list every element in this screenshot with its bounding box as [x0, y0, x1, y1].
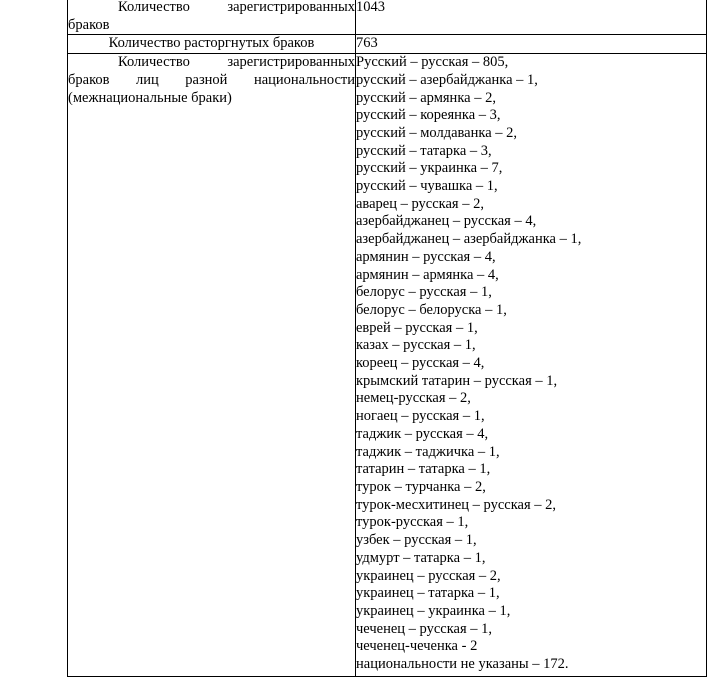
nationality-pair-item: русский – кореянка – 3,	[356, 107, 501, 124]
nationality-pair-item: украинец – татарка – 1,	[356, 585, 500, 602]
nationality-pair-item: немец-русская – 2,	[356, 390, 471, 407]
nationality-pair-item: казах – русская – 1,	[356, 337, 476, 354]
nationality-pair-item: таджик – таджичка – 1,	[356, 443, 500, 460]
nationality-pair-item: белорус – русская – 1,	[356, 284, 492, 301]
table-row-divorces	[68, 35, 707, 54]
divorces-label: Количество расторгнутых браков	[108, 35, 315, 52]
nationality-pair-item: таджик – русская – 4,	[356, 425, 489, 442]
nationality-pair-item: национальности не указаны – 172.	[356, 656, 569, 673]
nationality-pair-item: кореец – русская – 4,	[356, 355, 485, 372]
nationality-pair-item: русский – молдаванка – 2,	[356, 124, 518, 141]
nationality-pair-item: армянин – русская – 4,	[356, 248, 496, 265]
table-cell-label	[68, 35, 356, 54]
nationality-pair-item: армянин – армянка – 4,	[356, 266, 499, 283]
nationality-pair-item: чеченец-чеченка - 2	[356, 638, 478, 655]
nationality-pair-item: русский – азербайджанка – 1,	[356, 71, 538, 88]
nationality-pair-item: русский – татарка – 3,	[356, 142, 492, 159]
nationality-pair-item: белорус – белоруска – 1,	[356, 301, 507, 318]
nationality-pair-item: русский – армянка – 2,	[356, 89, 496, 106]
registered-marriages-label: Количество зарегистрированных браков	[68, 0, 355, 33]
nationality-pair-item: чеченец – русская – 1,	[356, 620, 493, 637]
nationality-pair-item: турок-русская – 1,	[356, 514, 469, 531]
nationality-pairs-list	[356, 54, 706, 674]
table-row-registered-marriages	[68, 0, 707, 35]
nationality-pair-item: аварец – русская – 2,	[356, 195, 484, 212]
nationality-pair-item: украинец – украинка – 1,	[356, 602, 511, 619]
nationality-pair-item: турок – турчанка – 2,	[356, 478, 486, 495]
nationality-pair-item: ногаец – русская – 1,	[356, 408, 485, 425]
nationality-pair-item: удмурт – татарка – 1,	[356, 549, 486, 566]
nationality-pair-item: русский – чувашка – 1,	[356, 178, 498, 195]
nationality-pair-item: Русский – русская – 805,	[356, 54, 509, 71]
table-cell-value	[356, 35, 707, 54]
table-cell-value	[356, 54, 707, 677]
table-cell-value	[356, 0, 707, 35]
table-cell-label	[68, 0, 356, 35]
divorces-value: 763	[356, 35, 378, 52]
nationality-pair-item: еврей – русская – 1,	[356, 319, 478, 336]
nationality-pair-item: крымский татарин – русская – 1,	[356, 372, 558, 389]
nationality-pair-item: узбек – русская – 1,	[356, 532, 477, 549]
nationality-pair-item: азербайджанец – азербайджанка – 1,	[356, 231, 582, 248]
mixed-marriages-label: Количество зарегистрированных браков лиц разной национальности (межнациональные браки)	[68, 54, 355, 106]
table-cell-label	[68, 54, 356, 677]
nationality-pair-item: азербайджанец – русская – 4,	[356, 213, 537, 230]
nationality-pair-item: русский – украинка – 7,	[356, 160, 503, 177]
nationality-pair-item: украинец – русская – 2,	[356, 567, 501, 584]
nationality-pair-item: татарин – татарка – 1,	[356, 461, 491, 478]
table-row-mixed-marriages	[68, 54, 707, 677]
marriage-statistics-table	[67, 0, 707, 677]
registered-marriages-value: 1043	[356, 0, 385, 15]
nationality-pair-item: турок-месхитинец – русская – 2,	[356, 496, 557, 513]
